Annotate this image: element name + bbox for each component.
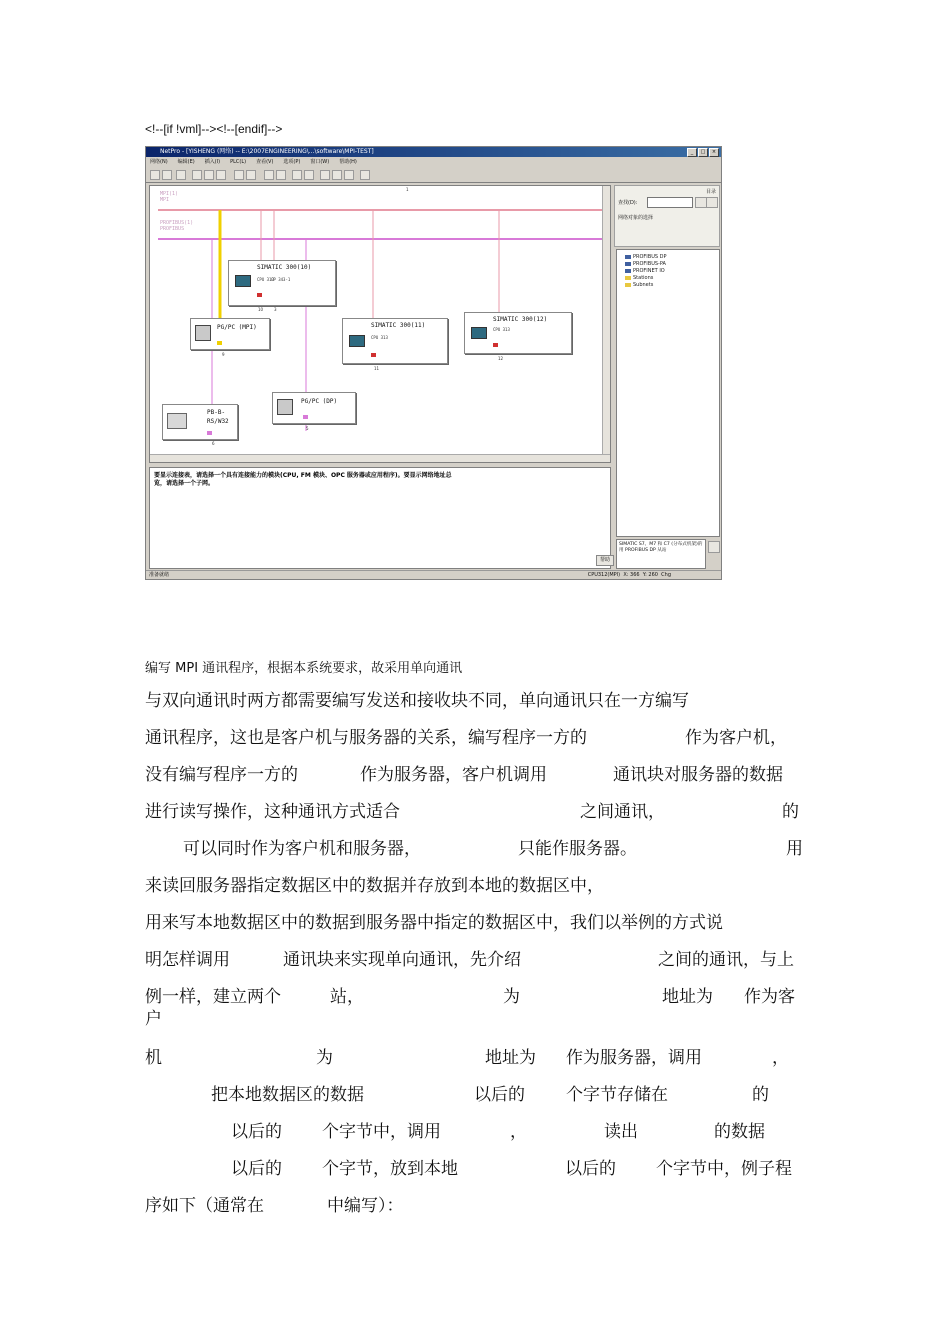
table-icon[interactable]: [332, 170, 342, 180]
device-icon: [167, 413, 187, 429]
text-segment: 中编写）：: [327, 1196, 404, 1216]
text-line-4b: [580, 797, 665, 822]
network-label-mpi: MPI(1): [160, 191, 179, 197]
text-segment: 地址为: [485, 1048, 536, 1068]
search-label: 查找(D):: [618, 200, 638, 206]
text-segment: 可以同时作为客户机和服务器，: [183, 839, 421, 859]
catalog-panel: [614, 185, 720, 571]
module-label: CPU 313: [493, 327, 510, 332]
network-icon[interactable]: [276, 170, 286, 180]
menu-item[interactable]: 窗口(W): [310, 159, 330, 165]
new-icon[interactable]: [150, 170, 160, 180]
text-line-11c: [566, 1080, 668, 1105]
text-line-10: [145, 1043, 162, 1068]
text-segment: 以后的: [565, 1159, 616, 1179]
cut-icon[interactable]: [192, 170, 202, 180]
text-segment: 通讯块对服务器的数据: [613, 765, 783, 785]
text-line-11b: [474, 1080, 525, 1105]
edit-icon[interactable]: [292, 170, 302, 180]
save-icon[interactable]: [162, 170, 172, 180]
catalog-tree[interactable]: [616, 249, 720, 537]
node-number: 11: [374, 366, 380, 371]
text-line-11d: [752, 1080, 769, 1105]
text-line-12b: [322, 1117, 441, 1142]
text-line-14: [145, 1191, 264, 1216]
network-canvas[interactable]: [149, 185, 611, 463]
text-segment: 以后的: [474, 1085, 525, 1105]
text-segment: 用来写本地数据区中的数据到服务器中指定的数据区中，我们以举例的方式说: [145, 913, 723, 933]
text-segment: 读出: [604, 1122, 638, 1142]
search-up-icon[interactable]: [706, 197, 718, 208]
tree-item[interactable]: [625, 261, 666, 267]
text-line-13c: [565, 1154, 616, 1179]
network-icon: [625, 255, 631, 259]
text-segment: ，: [772, 1048, 789, 1068]
module-label: CP 343-1: [271, 277, 291, 282]
module-label: CPU 313: [257, 277, 274, 282]
node-number: 10: [258, 307, 264, 312]
tree-item[interactable]: [625, 282, 653, 288]
text-line-5: [183, 834, 421, 859]
text-segment: 明怎样调用: [145, 950, 230, 970]
text-segment: 站，: [330, 987, 364, 1007]
folder-icon: [625, 276, 631, 280]
text-segment: 没有编写程序一方的: [145, 765, 298, 785]
module-label: CPU 313: [371, 335, 388, 340]
text-line-3b: [360, 760, 547, 785]
text-segment: 个字节中，例子程: [656, 1159, 792, 1179]
node-number: 3: [274, 307, 277, 312]
node-number: 12: [498, 356, 504, 361]
text-line-9d: [662, 982, 713, 1007]
station-name: SIMATIC 300(11): [371, 322, 426, 329]
text-line-8b: [283, 945, 521, 970]
tree-item[interactable]: [625, 268, 665, 274]
text-line-9c: [503, 982, 520, 1007]
text-segment: 来读回服务器指定数据区中的数据并存放到本地的数据区中，: [145, 876, 604, 896]
text-segment: 作为服务器，调用: [566, 1048, 702, 1068]
sort-icon[interactable]: [708, 541, 720, 553]
text-segment: 作为服务器，客户机调用: [360, 765, 547, 785]
status-right: [588, 571, 671, 580]
catalog-header: [614, 185, 720, 247]
toolbar: [146, 168, 721, 183]
text-segment: 通讯块来实现单向通讯，先介绍: [283, 950, 521, 970]
port-icon: [371, 353, 376, 357]
paste-icon[interactable]: [216, 170, 226, 180]
tree-item-label: PROFIBUS DP: [633, 254, 667, 260]
upload-icon[interactable]: [246, 170, 256, 180]
text-line-3: [145, 760, 298, 785]
text-segment: 作为客: [744, 987, 795, 1007]
station-name: PG/PC (MPI): [217, 324, 257, 331]
text-line-1: [145, 686, 689, 711]
info-icon[interactable]: [344, 170, 354, 180]
station-pgpc-mpi[interactable]: [190, 318, 270, 350]
network-icon: [625, 262, 631, 266]
network-label-profibus: PROFIBUS(1): [160, 220, 194, 226]
help-icon[interactable]: [360, 170, 370, 180]
menu-bar: [146, 157, 721, 167]
text-segment: 进行读写操作，这种通讯方式适合: [145, 802, 400, 822]
station-pb-b-rs-w32[interactable]: [162, 404, 238, 440]
port-icon: [257, 293, 262, 297]
text-segment: 例一样，建立两个: [145, 987, 281, 1007]
text-segment: 为: [503, 987, 520, 1007]
station-name: SIMATIC 300(12): [493, 316, 548, 323]
text-segment: 作为客户机，: [685, 728, 787, 748]
figure-caption: 编写 MPI 通讯程序，根据本系统要求，故采用单向通讯: [145, 661, 463, 676]
text-line-14b: [327, 1191, 404, 1216]
text-segment: 之间的通讯，与上: [658, 950, 794, 970]
text-segment: 序如下（通常在: [145, 1196, 264, 1216]
view-icon[interactable]: [320, 170, 330, 180]
window-controls: [687, 148, 719, 157]
network-type-profibus: PROFIBUS: [160, 226, 185, 232]
pc-icon: [195, 325, 211, 341]
station-simatic-300-11[interactable]: [342, 318, 448, 364]
text-segment: 的: [782, 802, 799, 822]
station-simatic-300-10[interactable]: [228, 260, 336, 306]
canvas-marker: 1: [406, 187, 409, 192]
port-icon: [217, 341, 222, 345]
text-line-10d: [566, 1043, 702, 1068]
station-name: SIMATIC 300(10): [257, 264, 312, 271]
text-segment: 个字节中，调用: [322, 1122, 441, 1142]
text-line-11: [211, 1080, 364, 1105]
text-segment: 机: [145, 1048, 162, 1068]
text-line-13d: [656, 1154, 792, 1179]
text-line-10e: [772, 1043, 789, 1068]
menu-item[interactable]: 查看(V): [256, 159, 274, 165]
text-segment: 个字节，放到本地: [322, 1159, 458, 1179]
port-icon: [303, 415, 308, 419]
close-icon[interactable]: ×: [709, 148, 719, 157]
text-line-12e: [714, 1117, 765, 1142]
text-line-10b: [316, 1043, 333, 1068]
rack-icon: [471, 327, 487, 339]
station-simatic-300-12[interactable]: [464, 312, 572, 354]
menu-item[interactable]: 编辑(E): [177, 159, 195, 165]
network-icon: [625, 269, 631, 273]
copy-icon[interactable]: [204, 170, 214, 180]
text-segment: 之间通讯，: [580, 802, 665, 822]
text-segment: 把本地数据区的数据: [211, 1085, 364, 1105]
rack-icon: [349, 335, 365, 347]
port-icon: [493, 343, 498, 347]
folder-icon: [625, 283, 631, 287]
tree-item-label: PROFIBUS-PA: [633, 261, 666, 267]
help-button[interactable]: 帮助: [596, 555, 614, 566]
connection-table-area: [149, 467, 611, 569]
menu-item[interactable]: 选项(P): [283, 159, 301, 165]
pc-icon: [277, 399, 293, 415]
rack-icon: [235, 275, 251, 287]
node-number: 5: [306, 426, 309, 431]
text-line-8: [145, 945, 230, 970]
tree-item[interactable]: [625, 275, 653, 281]
text-segment: 通讯程序，这也是客户机与服务器的关系，编写程序一方的: [145, 728, 587, 748]
text-line-4c: [782, 797, 799, 822]
status-x: X: 366: [623, 572, 640, 578]
text-segment: 以后的: [231, 1159, 282, 1179]
download-icon[interactable]: [234, 170, 244, 180]
text-line-13: [231, 1154, 282, 1179]
text-segment: 用: [786, 839, 803, 859]
tree-item[interactable]: [625, 254, 667, 260]
text-segment: 个字节存储在: [566, 1085, 668, 1105]
text-line-12d: [604, 1117, 638, 1142]
station-name: PG/PC (DP): [301, 398, 338, 405]
horizontal-scrollbar[interactable]: [150, 454, 610, 462]
print-icon[interactable]: [176, 170, 186, 180]
status-chg: Chg: [661, 572, 671, 578]
status-module: CPU312(MPI): [587, 572, 621, 578]
text-line-12: [231, 1117, 282, 1142]
tree-item-label: Stations: [633, 275, 654, 281]
window-title: NetPro - [YISHENG (网络) -- E:\2007ENGINEERING\...\software\MPI-TEST]: [146, 147, 721, 157]
menu-item[interactable]: PLC(L): [230, 159, 247, 165]
station-name: PB-B-RS/W32: [207, 409, 229, 425]
text-segment: 只能作服务器。: [518, 839, 637, 859]
text-line-5c: [786, 834, 803, 859]
text-segment: 与双向通讯时两方都需要编写发送和接收块不同，单向通讯只在一方编写: [145, 691, 689, 711]
text-segment: 以后的: [231, 1122, 282, 1142]
text-segment: ，: [510, 1122, 527, 1142]
catalog-description: SIMATIC S7、M7 和 C7 (分布式机架)的用 PROFIBUS DP 从站: [616, 539, 706, 569]
search-input[interactable]: [647, 197, 693, 208]
check-icon[interactable]: [304, 170, 314, 180]
catalog-close-label[interactable]: 目录: [705, 189, 716, 195]
menu-item[interactable]: 网络(N): [150, 159, 168, 165]
status-y: Y: 260: [642, 572, 658, 578]
vertical-scrollbar[interactable]: [602, 186, 610, 462]
text-line-2b: [685, 723, 787, 748]
station-pgpc-dp[interactable]: [272, 392, 356, 424]
text-line-3c: [613, 760, 783, 785]
config-icon[interactable]: [264, 170, 274, 180]
menu-item[interactable]: 帮助(H): [339, 159, 357, 165]
text-line-13b: [322, 1154, 458, 1179]
text-line-2: [145, 723, 587, 748]
info-message: 要显示连接表，请选择一个具有连接能力的模块(CPU, FM 模块、OPC 服务器或应用程序)。要显示网络地址总览，请选择一个子网。: [154, 472, 452, 487]
maximize-icon[interactable]: □: [698, 148, 708, 157]
text-segment: 为: [316, 1048, 333, 1068]
minimize-icon[interactable]: _: [687, 148, 697, 157]
text-line-12c: [510, 1117, 527, 1142]
text-line-7: [145, 908, 723, 933]
text-line-9: [145, 982, 281, 1007]
port-icon: [207, 431, 212, 435]
text-line-8c: [658, 945, 794, 970]
selection-label: 网络对象的选择: [618, 215, 654, 221]
text-segment: 地址为: [662, 987, 713, 1007]
text-line-5b: [518, 834, 637, 859]
text-line-9f: [145, 1004, 162, 1029]
status-ready: 准备就绪: [149, 572, 170, 578]
text-line-9b: [330, 982, 364, 1007]
menu-item[interactable]: 插入(I): [204, 159, 221, 165]
node-number: 6: [212, 441, 215, 446]
text-segment: 的: [752, 1085, 769, 1105]
text-segment: 的数据: [714, 1122, 765, 1142]
text-line-4: [145, 797, 400, 822]
text-segment: 户: [145, 1009, 162, 1029]
status-bar: [146, 570, 721, 579]
node-number: 9: [222, 352, 225, 357]
tree-item-label: PROFINET IO: [633, 268, 665, 274]
netpro-screenshot: [145, 146, 722, 580]
tree-item-label: Subnets: [633, 282, 654, 288]
text-line-9e: [744, 982, 795, 1007]
network-type-mpi: MPI: [160, 197, 170, 203]
text-line-6: [145, 871, 604, 896]
html-comment-text: <!--[if !vml]--><!--[endif]-->: [145, 122, 283, 136]
text-line-10c: [485, 1043, 536, 1068]
